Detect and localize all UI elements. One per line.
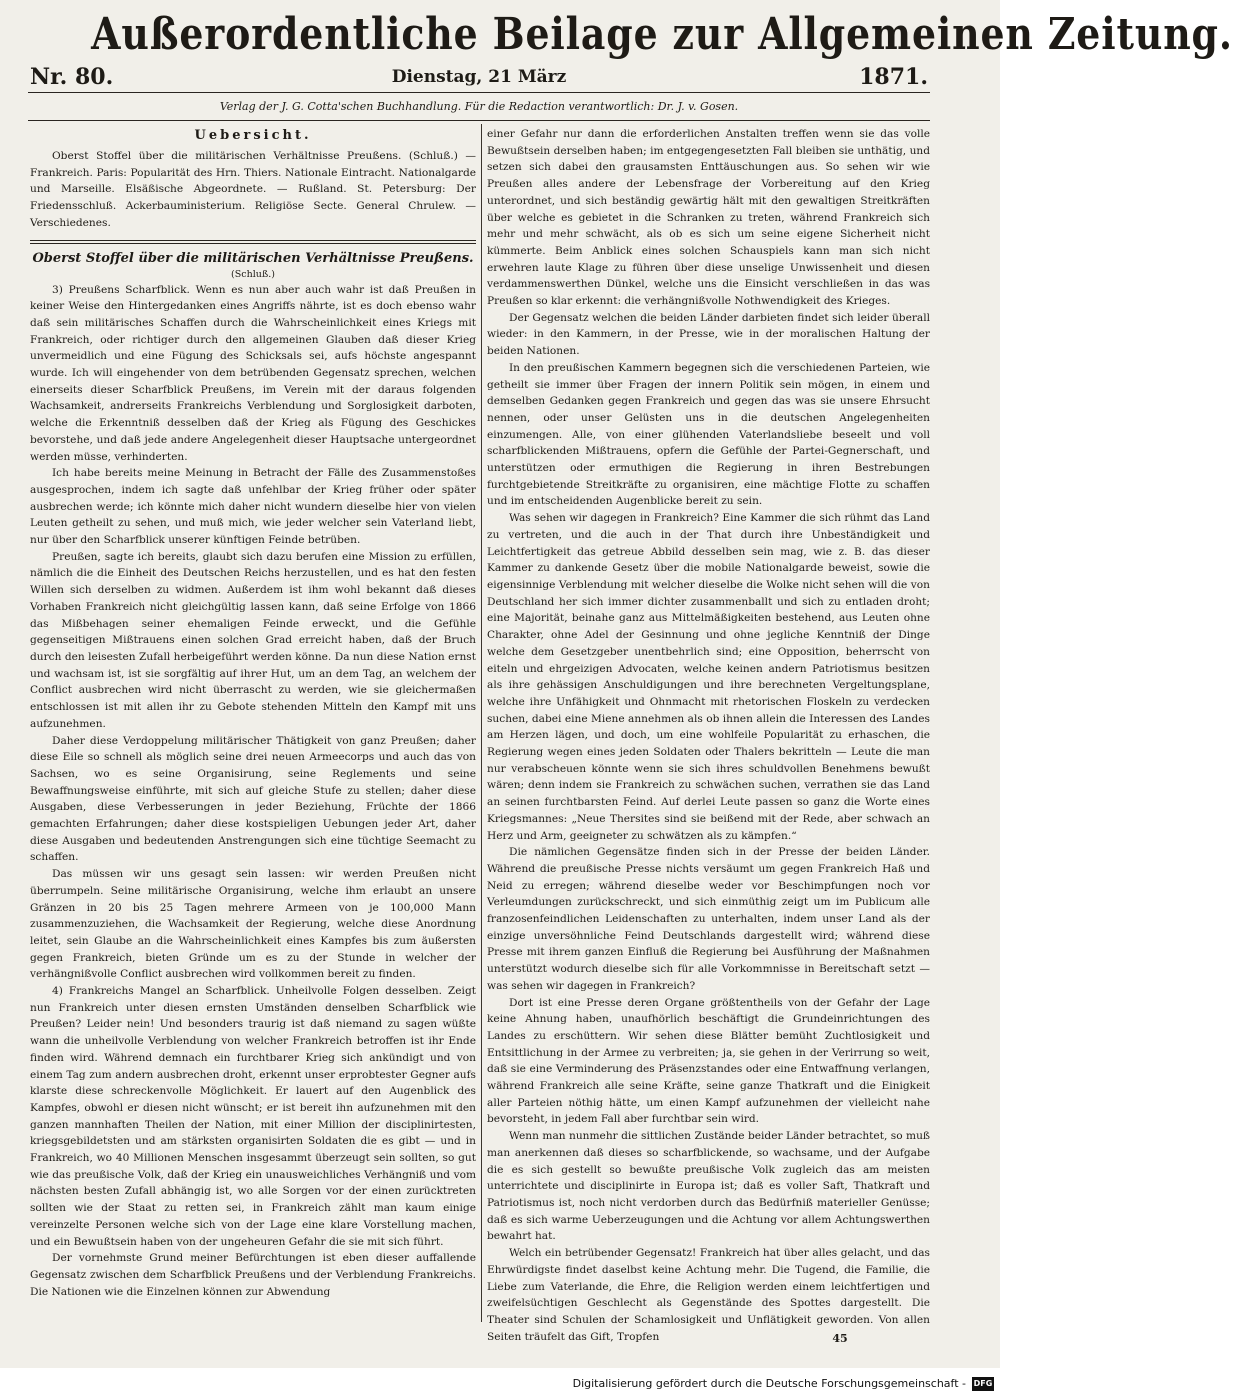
article-paragraph: Der Gegensatz welchen die beiden Länder darbieten findet sich leider überall wieder: in den Kammern, in der Presse, wie in der moralischen Haltung der beiden Nationen. — [487, 311, 930, 358]
column-divider — [481, 124, 482, 1322]
article-paragraph: Preußen, sagte ich bereits, glaubt sich dazu berufen eine Mission zu erfüllen, nämlich die die Einheit des Deutschen Reichs herzustellen, und es hat den festen Willen sich derselben zu widmen. Außerdem ist ihm wohl bekannt daß dieses Vorhaben Frankreich nicht gleichgültig lassen kann, daß seine Erfolge von 1866 das Mißbehagen seiner ehemaligen Feinde erweckt, und die Gefühle gegenseitigen Mißtrauens einen solchen Grad erreicht haben, daß der Bruch durch den leisesten Zufall herbeigeführt werden könne. Da nun diese Nation ernst und wachsam ist, ist sie sorgfältig auf ihrer Hut, um an dem Tag, an welchem der Conflict ausbrechen wird nicht überrascht zu werden, wie sie gleichermaßen entschlossen ist mit allen ihr zu Gebote stehenden Mitteln den Kampf mit uns aufzunehmen. — [30, 550, 476, 730]
masthead-title: Außerordentliche Beilage zur Allgemeinen Zeitung. — [91, 9, 1233, 60]
section-divider — [30, 240, 476, 244]
page-number: 45 — [832, 1332, 848, 1345]
article-paragraph: 3) Preußens Scharfblick. Wenn es nun aber auch wahr ist daß Preußen in keiner Weise den Hintergedanken eines Angriffs nährte, ist es doch ebenso wahr daß sein militärisches Schaffen durch die Wahrscheinlichkeit eines Kriegs mit Frankreich, oder richtiger durch den allgemeinen Glauben daß dieser Krieg unvermeidlich und eine Fügung des Schicksals sei, aufs höchste angespannt wurde. Ich will eingehender von dem betrübenden Gegensatz sprechen, welchen einerseits dieser Scharfblick Preußens, im Verein mit der daraus folgenden Wachsamkeit, andrerseits Frankreichs Verblendung und Sorglosigkeit darboten, welche die Erkenntniß desselben daß der Krieg als Fügung des Geschickes bevorstehe, und daß jede andere Angelegenheit dieser Hauptsache untergeordnet werden müsse, verhinderten. — [30, 283, 476, 463]
article-paragraph: Dort ist eine Presse deren Organe größtentheils von der Gefahr der Lage keine Ahnung haben, unaufhörlich beschäftigt die Grundeinrichtungen des Landes zu erschüttern. Wir sehen diese Blätter bemüht Zuchtlosigkeit und Entsittlichung in der Armee zu verbreiten; ja, sie gehen in der Verirrung so weit, daß sie eine Verminderung des Präsenzstandes oder eine Entwaffnung verlangen, während Frankreich alle seine Kräfte, seine ganze Thatkraft und die Einigkeit aller Parteien nöthig hätte, um einen Kampf aufzunehmen der vielleicht nahe bevorsteht, in jedem Fall aber furchtbar sein wird. — [487, 996, 930, 1126]
issue-number: Nr. 80. — [30, 64, 114, 90]
summary-text: Oberst Stoffel über die militärischen Verhältnisse Preußens. (Schluß.) — Frankreich. Paris: Popularität des Hrn. Thiers. Nationale Eintracht. Nationalgarde und Marseille. Elsäßische Abgeordnete. — Rußland. St. Petersburg: Der Friedensschluß. Ackerbauministerium. Religiöse Secte. General Chrulew. — Verschiedenes. — [30, 150, 476, 229]
dfg-logo: DFG — [972, 1377, 994, 1391]
article-paragraph: Wenn man nunmehr die sittlichen Zustände beider Länder betrachtet, so muß man anerkennen daß dieses so scharfblickende, so wachsame, und der Aufgabe die es sich gestellt so bewußte preußische Volk zugleich das am meisten unterrichtete und disciplinirte in Europa ist; daß es voller Saft, Thatkraft und Patriotismus ist, noch nicht verdorben durch das Bedürfniß materieller Genüsse; daß es sich warme Ueberzeugungen und die Achtung vor allem Achtungswerthen bewahrt hat. — [487, 1130, 930, 1243]
article-paragraph: 4) Frankreichs Mangel an Scharfblick. Unheilvolle Folgen desselben. Zeigt nun Frankreich unter diesen ernsten Umständen denselben Scharfblick wie Preußen? Leider nein! Und besonders traurig ist daß niemand zu sagen wüßte wann die unheilvolle Verblendung von welcher Frankreich betroffen ist ihr Ende finden wird. Während demnach ein furchtbarer Krieg sich ankündigt und von einem Tag zum andern ausbrechen droht, erkennt unser erprobtester Gegner aufs klarste diese schreckenvolle Möglichkeit. Er lauert auf den Augenblick des Kampfes, obwohl er diesen nicht wünscht; er ist bereit ihn aufzunehmen mit den ganzen mannhaften Theilen der Nation, mit einer Million der disciplinirtesten, kriegsgebildetsten und am stärksten organisirten Soldaten die es gibt — und in Frankreich, wo 40 Millionen Menschen insgesammt überzeugt sein sollten, so gut wie das preußische Volk, daß der Krieg ein unausweichliches Verhängniß und vom nächsten besten Zufall abhängig ist, wo alle Sorgen vor der einen zurücktreten sollten wie der Staat zu retten sei, in Frankreich zählt man kaum einige vereinzelte Personen welche sich von der Lage eine klare Vorstellung machen, und ein Bewußtsein haben von der ungeheuren Gefahr die sie mit sich führt. — [30, 985, 476, 1248]
article-title: Oberst Stoffel über die militärischen Verhältnisse Preußens. — [32, 250, 474, 266]
summary-heading: Uebersicht. — [194, 128, 312, 143]
header-rule-top — [28, 92, 930, 93]
article-paragraph: Daher diese Verdoppelung militärischer Thätigkeit von ganz Preußen; daher diese Eile so schnell als möglich seine drei neuen Armeecorps und auch das von Sachsen, wo es seine Organisirung, seine Reglements und seine Bewaffnungsweise einführte, mit sich auf gleiche Stufe zu stellen; daher diese Ausgaben, diese Verbesserungen in jeder Beziehung, Früchte der 1866 gemachten Erfahrungen; daher diese kostspieligen Uebungen jeder Art, daher diese Ausgaben und bedeutenden Anstrengungen sich eine tüchtige Seemacht zu schaffen. — [30, 734, 476, 864]
dateline — [30, 62, 928, 92]
article-paragraph: einer Gefahr nur dann die erforderlichen Anstalten treffen wenn sie das volle Bewußtsein derselben haben; im entgegengesetzten Fall bleiben sie unthätig, und setzen sich dabei den grausamsten Enttäuschungen aus. So sehen wir wie Preußen alles andere der Lebensfrage der Vorbereitung auf den Krieg unterordnet, und sich beständig gewärtig hält mit den gewaltigen Streitkräften über welche es gebietet in die Schranken zu treten, während Frankreich sich mehr und mehr schwächt, als ob es sich um seine eigene Sicherheit nicht kümmerte. Beim Anblick eines solchen Schauspiels kann man sich nicht erwehren laute Klage zu führen über diese unselige Unwissenheit und diesen verdammenswerthen Dünkel, welche uns die Einsicht verschließen in das was Preußen so klar erkennt: die verhängnißvolle Nothwendigkeit des Krieges. — [487, 128, 930, 308]
article-paragraph: Das müssen wir uns gesagt sein lassen: wir werden Preußen nicht überrumpeln. Seine militärische Organisirung, welche ihm erlaubt an unsere Gränzen in 20 bis 25 Tagen mehrere Armeen von je 100,000 Mann zusammenzuziehen, die Wachsamkeit der Regierung, welche diese Anordnung leitet, sein Glaube an die Wahrscheinlichkeit eines Kampfes bis zum äußersten gegen Frankreich, bieten Gründe um es zu der Stunde in welcher der verhängnißvolle Conflict ausbrechen wird vollkommen bereit zu finden. — [30, 868, 476, 981]
left-column — [30, 126, 476, 1324]
publisher-line: Verlag der J. G. Cotta'schen Buchhandlung. Für die Redaction verantwortlich: Dr. J. v. Gosen. — [219, 100, 739, 113]
article-subtitle: (Schluß.) — [231, 268, 275, 280]
article-paragraph: Ich habe bereits meine Meinung in Betracht der Fälle des Zusammenstoßes ausgesprochen, indem ich sagte daß unfehlbar der Krieg früher oder später ausbrechen werde; ich könnte mich daher nicht wundern dieselbe hier von vielen Leuten getheilt zu sehen, und muß mich, wie jeder welcher sein Vaterland liebt, nur über den Scharfblick unserer künftigen Feinde betrüben. — [30, 467, 476, 547]
digitization-credit: Digitalisierung gefördert durch die Deutsche Forschungsgemeinschaft - — [0, 1368, 1000, 1400]
issue-year: 1871. — [859, 64, 928, 90]
header-rule-bottom — [28, 120, 930, 121]
issue-date: Dienstag, 21 März — [391, 67, 567, 87]
article-paragraph: In den preußischen Kammern begegnen sich die verschiedenen Parteien, wie getheilt sie immer über Fragen der innern Politik sein mögen, in einem und demselben Gedanken gegen Frankreich und gegen das was sie unsere Ehrsucht nennen, oder unser Gelüsten uns in die deutschen Angelegenheiten einzumengen. Alle, von einer glühenden Vaterlandsliebe beseelt und voll scharfblickenden Mißtrauens, opfern die Gefühle der Partei-Gegnerschaft, und unterstützen oder ermuthigen die Regierung in ihren Bestrebungen furchtgebietende Streitkräfte zu organisiren, eine mächtige Flotte zu schaffen und im entscheidenden Augenblicke bereit zu sein. — [487, 361, 930, 508]
article-paragraph: Welch ein betrübender Gegensatz! Frankreich hat über alles gelacht, und das Ehrwürdigste findet daselbst keine Achtung mehr. Die Tugend, die Familie, die Liebe zum Vaterlande, die Ehre, die Religion werden einem leichtfertigen und zweifelsüchtigen Geschlecht als Gegenstände des Spottes dargestellt. Die Theater sind Schulen der Schamlosigkeit und Unflätigkeit geworden. Von allen Seiten träufelt das Gift, Tropfen — [487, 1247, 930, 1343]
article-paragraph: Die nämlichen Gegensätze finden sich in der Presse der beiden Länder. Während die preußische Presse nichts versäumt um gegen Frankreich Haß und Neid zu erregen; während dieselbe weder vor Beschimpfungen noch vor Verleumdungen zurückschreckt, und sich einmüthig zeigt um im Publicum alle franzosenfeindlichen Leidenschaften zu unterhalten, indem unser Land als der einzige unversöhnliche Feind Deutschlands dargestellt wird; während diese Presse mit ihrem ganzen Einfluß die Regierung bei Ausführung der Maßnahmen unterstützt wodurch dieselbe sich für alle Vorkommnisse in Bereitschaft setzt — was sehen wir dagegen in Frankreich? — [487, 846, 930, 992]
article-paragraph: Was sehen wir dagegen in Frankreich? Eine Kammer die sich rühmt das Land zu vertreten, und die auch in der That durch ihre Unbeständigkeit und Leichtfertigkeit das getreue Abbild desselben sein mag, wie z. B. das dieser Kammer zu dankende Gesetz über die mobile Nationalgarde beweist, sowie die eigensinnige Verblendung mit welcher dieselbe die Wolke nicht sehen will die von Deutschland her sich immer dichter zusammenballt und sich zu entladen droht; eine Majorität, beinahe ganz aus Mittelmäßigkeiten bestehend, aus Leuten ohne Charakter, ohne Adel der Gesinnung und ohne jegliche Kenntniß der Dinge welche dem Gesetzgeber unentbehrlich sind; eine Opposition, beherrscht von eiteln und ehrgeizigen Advocaten, welche keinen andern Patriotismus besitzen als ihre gehässigen Anschuldigungen und ihre berechneten Vergeltungsplane, welche ihre Unfähigkeit und Ohnmacht mit rhetorischen Floskeln zu verdecken suchen, dabei eine Miene annehmen als ob ihnen allein die Interessen des Landes am Herzen lägen, und doch, um eine wohlfeile Popularität zu erhaschen, die Regierung wegen eines jeden Soldaten oder Thalers bekritteln — Leute die man nur verabscheuen könnte wenn sie sich ihres schuldvollen Benehmens bewußt wären; denn indem sie Frankreich zu schwächen suchen, verrathen sie das Land an seinen furchtbarsten Feind. Auf derlei Leute passen so ganz die Worte eines Kriegsmannes: „Neue Thersites sind sie beißend mit der Rede, aber schwach an Herz und Arm, geeigneter zu schwätzen als zu kämpfen.“ — [487, 512, 930, 842]
article-paragraph: Der vornehmste Grund meiner Befürchtungen ist eben dieser auffallende Gegensatz zwischen dem Scharfblick Preußens und der Verblendung Frankreichs. Die Nationen wie die Einzelnen können zur Abwendung — [30, 1252, 476, 1298]
